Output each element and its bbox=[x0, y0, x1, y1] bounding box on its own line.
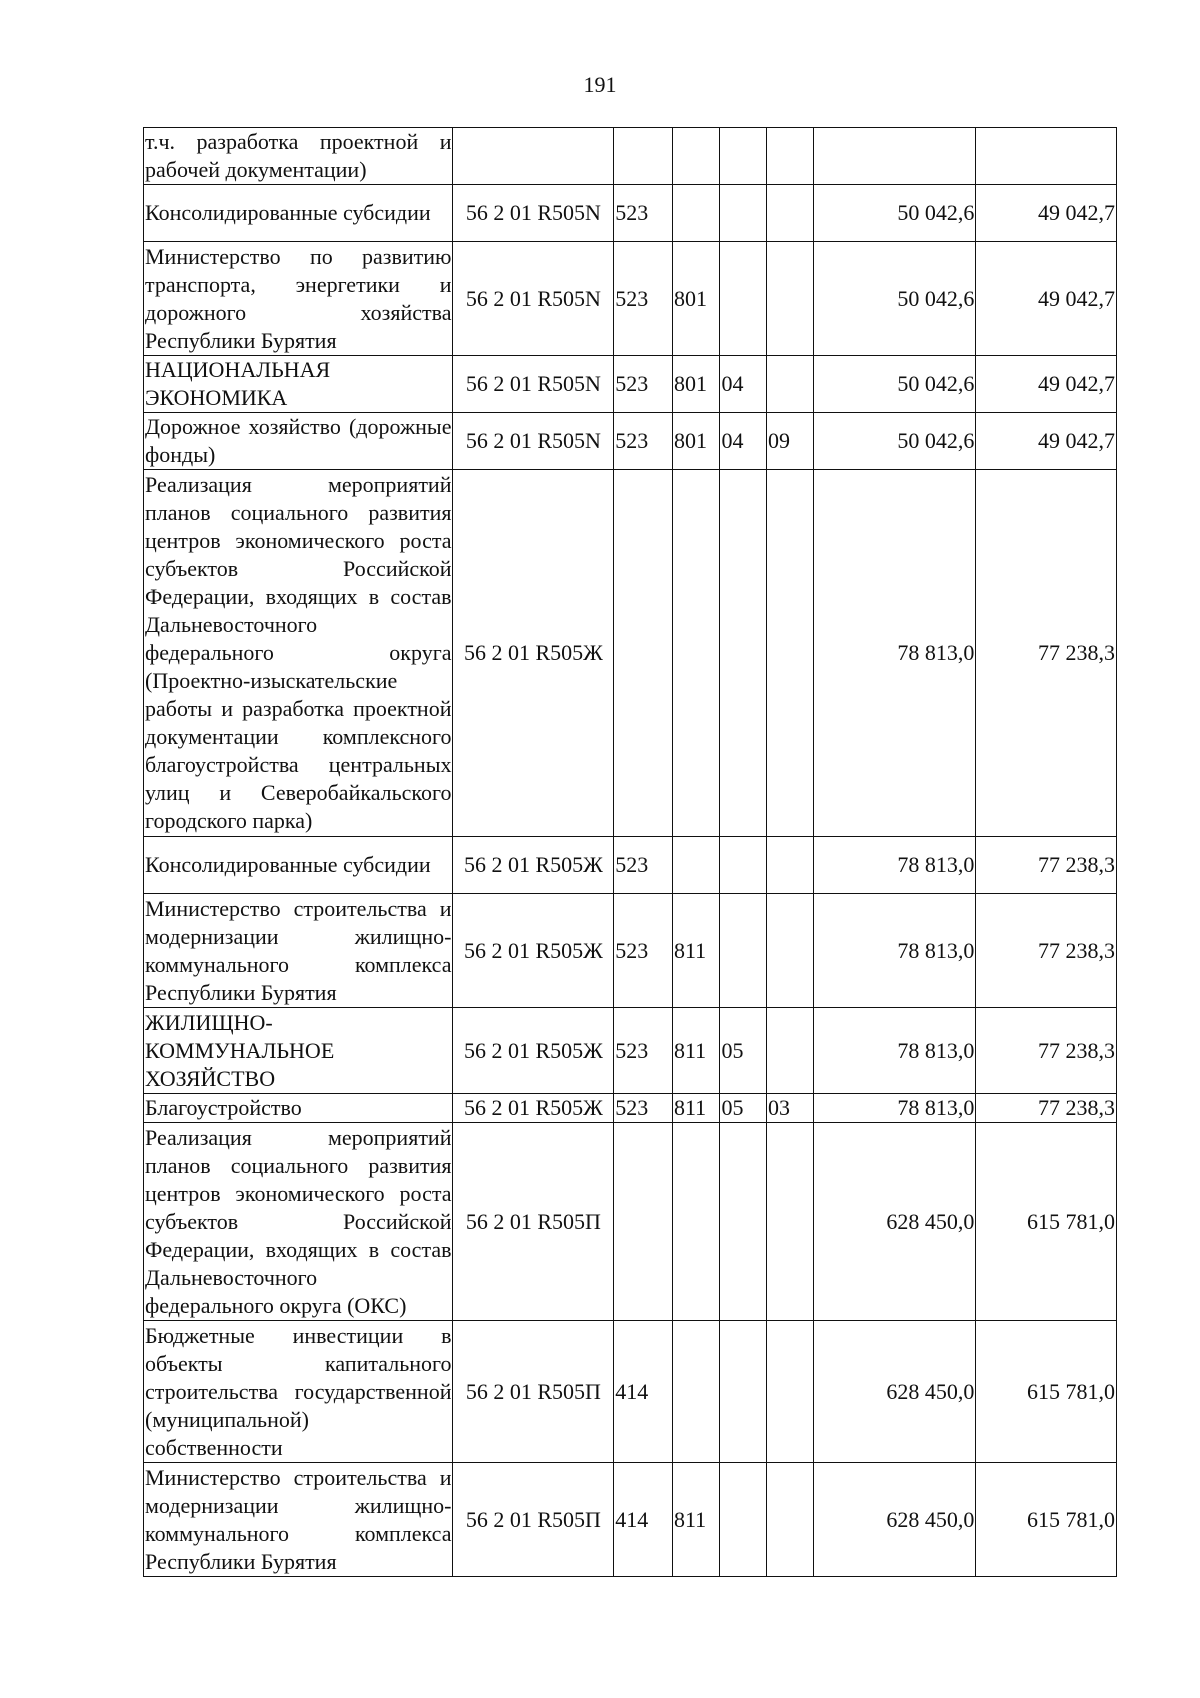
sum-year2-cell: 77 238,3 bbox=[976, 894, 1117, 1008]
sum-year1-cell: 50 042,6 bbox=[813, 413, 976, 470]
target-article-cell: 56 2 01 R505П bbox=[453, 1321, 614, 1463]
subsection-cell bbox=[767, 242, 814, 356]
sum-year1-cell: 78 813,0 bbox=[813, 1008, 976, 1094]
sum-year2-cell: 615 781,0 bbox=[976, 1123, 1117, 1321]
sum-year2-cell: 77 238,3 bbox=[976, 1008, 1117, 1094]
row-name-cell: Дорожное хозяйство (дорожные фонды) bbox=[144, 413, 453, 470]
row-name-cell: Консолидированные субсидии bbox=[144, 185, 453, 242]
sum-year2-cell: 77 238,3 bbox=[976, 1094, 1117, 1123]
ministry-code-cell: 801 bbox=[672, 242, 720, 356]
target-article-cell: 56 2 01 R505N bbox=[453, 356, 614, 413]
table-row bbox=[144, 1321, 1117, 1463]
sum-year1-cell: 628 450,0 bbox=[813, 1123, 976, 1321]
expense-type-cell: 523 bbox=[614, 1008, 673, 1094]
row-name-cell: ЖИЛИЩНО-КОММУНАЛЬНОЕ ХОЗЯЙСТВО bbox=[144, 1008, 453, 1094]
section-cell bbox=[720, 128, 767, 185]
target-article-cell: 56 2 01 R505П bbox=[453, 1123, 614, 1321]
ministry-code-cell bbox=[672, 470, 720, 837]
sum-year1-cell bbox=[813, 128, 976, 185]
expense-type-cell: 523 bbox=[614, 1094, 673, 1123]
sum-year2-cell: 49 042,7 bbox=[976, 413, 1117, 470]
expense-type-cell bbox=[614, 1123, 673, 1321]
subsection-cell bbox=[767, 1008, 814, 1094]
sum-year2-cell: 77 238,3 bbox=[976, 837, 1117, 894]
sum-year2-cell: 77 238,3 bbox=[976, 470, 1117, 837]
subsection-cell bbox=[767, 837, 814, 894]
ministry-code-cell: 811 bbox=[672, 1463, 720, 1577]
subsection-cell bbox=[767, 1463, 814, 1577]
ministry-code-cell: 811 bbox=[672, 1008, 720, 1094]
table-row bbox=[144, 356, 1117, 413]
table-row bbox=[144, 470, 1117, 837]
sum-year1-cell: 628 450,0 bbox=[813, 1321, 976, 1463]
page-number: 191 bbox=[583, 72, 617, 97]
subsection-cell bbox=[767, 128, 814, 185]
row-name-cell: т.ч. разработка проектной и рабочей документации) bbox=[144, 128, 453, 185]
target-article-cell: 56 2 01 R505П bbox=[453, 1463, 614, 1577]
target-article-cell: 56 2 01 R505N bbox=[453, 413, 614, 470]
target-article-cell: 56 2 01 R505Ж bbox=[453, 894, 614, 1008]
sum-year2-cell: 49 042,7 bbox=[976, 356, 1117, 413]
row-name-cell: Министерство строительства и модернизации жилищно-коммунального комплекса Республики Бурятия bbox=[144, 894, 453, 1008]
ministry-code-cell bbox=[672, 1123, 720, 1321]
row-name-cell: Консолидированные субсидии bbox=[144, 837, 453, 894]
sum-year1-cell: 78 813,0 bbox=[813, 894, 976, 1008]
section-cell bbox=[720, 1463, 767, 1577]
section-cell bbox=[720, 242, 767, 356]
section-cell: 05 bbox=[720, 1094, 767, 1123]
expense-type-cell: 523 bbox=[614, 894, 673, 1008]
ministry-code-cell bbox=[672, 1321, 720, 1463]
sum-year2-cell bbox=[976, 128, 1117, 185]
row-name-cell: Министерство по развитию транспорта, энергетики и дорожного хозяйства Республики Бурятия bbox=[144, 242, 453, 356]
sum-year1-cell: 78 813,0 bbox=[813, 1094, 976, 1123]
subsection-cell bbox=[767, 1321, 814, 1463]
subsection-cell bbox=[767, 894, 814, 1008]
table-row bbox=[144, 242, 1117, 356]
subsection-cell bbox=[767, 1123, 814, 1321]
expense-type-cell bbox=[614, 470, 673, 837]
table-row bbox=[144, 1123, 1117, 1321]
table-row bbox=[144, 413, 1117, 470]
row-name-cell: НАЦИОНАЛЬНАЯ ЭКОНОМИКА bbox=[144, 356, 453, 413]
section-cell bbox=[720, 470, 767, 837]
sum-year1-cell: 50 042,6 bbox=[813, 185, 976, 242]
ministry-code-cell: 801 bbox=[672, 413, 720, 470]
target-article-cell bbox=[453, 128, 614, 185]
row-name-cell: Бюджетные инвестиции в объекты капитального строительства государственной (муниципальной) собственности bbox=[144, 1321, 453, 1463]
section-cell bbox=[720, 894, 767, 1008]
ministry-code-cell: 811 bbox=[672, 1094, 720, 1123]
budget-table bbox=[143, 127, 1117, 1577]
target-article-cell: 56 2 01 R505N bbox=[453, 242, 614, 356]
section-cell bbox=[720, 1321, 767, 1463]
sum-year1-cell: 78 813,0 bbox=[813, 470, 976, 837]
sum-year2-cell: 615 781,0 bbox=[976, 1321, 1117, 1463]
table-row bbox=[144, 128, 1117, 185]
table-row bbox=[144, 894, 1117, 1008]
expense-type-cell: 523 bbox=[614, 185, 673, 242]
section-cell bbox=[720, 185, 767, 242]
section-cell bbox=[720, 837, 767, 894]
expense-type-cell: 523 bbox=[614, 356, 673, 413]
subsection-cell: 09 bbox=[767, 413, 814, 470]
section-cell: 04 bbox=[720, 356, 767, 413]
subsection-cell bbox=[767, 470, 814, 837]
ministry-code-cell bbox=[672, 185, 720, 242]
row-name-cell: Министерство строительства и модернизации жилищно-коммунального комплекса Республики Бурятия bbox=[144, 1463, 453, 1577]
subsection-cell: 03 bbox=[767, 1094, 814, 1123]
expense-type-cell: 523 bbox=[614, 837, 673, 894]
expense-type-cell: 523 bbox=[614, 413, 673, 470]
target-article-cell: 56 2 01 R505Ж bbox=[453, 837, 614, 894]
ministry-code-cell bbox=[672, 128, 720, 185]
row-name-cell: Благоустройство bbox=[144, 1094, 453, 1123]
subsection-cell bbox=[767, 185, 814, 242]
sum-year1-cell: 50 042,6 bbox=[813, 242, 976, 356]
expense-type-cell: 414 bbox=[614, 1321, 673, 1463]
ministry-code-cell: 811 bbox=[672, 894, 720, 1008]
row-name-cell: Реализация мероприятий планов социального развития центров экономического роста субъектов Российской Федерации, входящих в состав Дальневосточного федерального округа (ОКС) bbox=[144, 1123, 453, 1321]
row-name-cell: Реализация мероприятий планов социального развития центров экономического роста субъектов Российской Федерации, входящих в состав Дальневосточного федерального округа (Проектно-изыскательские работы и разработка проектной документации комплексного благоустройства центральных улиц и Северобайкальского городского парка) bbox=[144, 470, 453, 837]
section-cell: 05 bbox=[720, 1008, 767, 1094]
sum-year2-cell: 49 042,7 bbox=[976, 242, 1117, 356]
ministry-code-cell bbox=[672, 837, 720, 894]
sum-year2-cell: 615 781,0 bbox=[976, 1463, 1117, 1577]
section-cell bbox=[720, 1123, 767, 1321]
target-article-cell: 56 2 01 R505N bbox=[453, 185, 614, 242]
target-article-cell: 56 2 01 R505Ж bbox=[453, 1094, 614, 1123]
sum-year2-cell: 49 042,7 bbox=[976, 185, 1117, 242]
sum-year1-cell: 628 450,0 bbox=[813, 1463, 976, 1577]
target-article-cell: 56 2 01 R505Ж bbox=[453, 470, 614, 837]
expense-type-cell bbox=[614, 128, 673, 185]
ministry-code-cell: 801 bbox=[672, 356, 720, 413]
expense-type-cell: 414 bbox=[614, 1463, 673, 1577]
subsection-cell bbox=[767, 356, 814, 413]
table-row bbox=[144, 1463, 1117, 1577]
table-row bbox=[144, 837, 1117, 894]
sum-year1-cell: 78 813,0 bbox=[813, 837, 976, 894]
table-row bbox=[144, 1008, 1117, 1094]
expense-type-cell: 523 bbox=[614, 242, 673, 356]
sum-year1-cell: 50 042,6 bbox=[813, 356, 976, 413]
target-article-cell: 56 2 01 R505Ж bbox=[453, 1008, 614, 1094]
table-row bbox=[144, 1094, 1117, 1123]
section-cell: 04 bbox=[720, 413, 767, 470]
table-row bbox=[144, 185, 1117, 242]
